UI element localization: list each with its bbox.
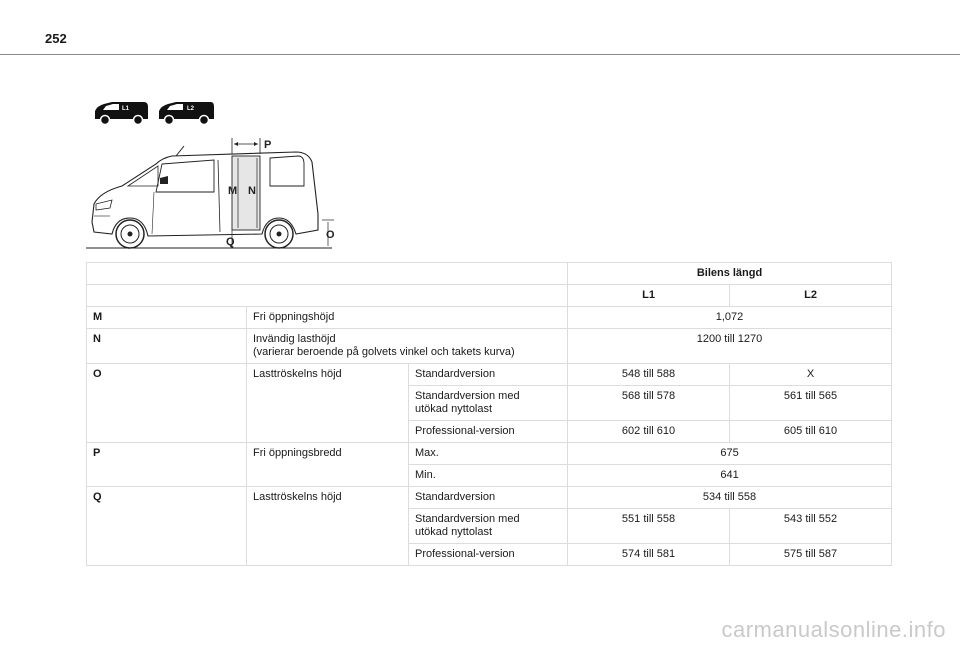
table-row — [87, 364, 892, 386]
dimensions-table — [86, 262, 892, 566]
table-row — [87, 329, 892, 364]
row-code: P — [87, 443, 247, 487]
page-number: 252 — [45, 31, 67, 46]
value-l1: 602 till 610 — [568, 421, 730, 443]
value-l2: X — [730, 364, 892, 386]
row-code: Q — [87, 487, 247, 566]
value-l1: 568 till 578 — [568, 386, 730, 421]
svg-text:L2: L2 — [187, 106, 195, 112]
row-label: Lasttröskelns höjd — [247, 487, 409, 566]
row-value: 641 — [568, 465, 892, 487]
row-code: N — [87, 329, 247, 364]
label-o: O — [326, 229, 335, 241]
row-label: Fri öppningsbredd — [247, 443, 409, 487]
table-row — [87, 487, 892, 509]
label-q: Q — [226, 236, 235, 248]
col-l1-header: L1 — [568, 285, 730, 307]
svg-text:L1: L1 — [122, 106, 130, 112]
value-l2: 575 till 587 — [730, 544, 892, 566]
row-value: 1200 till 1270 — [568, 329, 892, 364]
van-short-icon — [92, 99, 150, 127]
vehicle-dimension-diagram — [86, 134, 346, 256]
watermark: carmanualsonline.info — [721, 617, 946, 642]
variant-label: Standardversion med utökad nyttolast — [409, 386, 568, 421]
row-code: O — [87, 364, 247, 443]
row-code: M — [87, 307, 247, 329]
van-long-icon — [156, 99, 216, 127]
variant-label: Standardversion — [409, 487, 568, 509]
row-value: 675 — [568, 443, 892, 465]
row-value: 534 till 558 — [568, 487, 892, 509]
table-subheader-row — [87, 285, 892, 307]
value-l2: 561 till 565 — [730, 386, 892, 421]
variant-label: Standardversion med utökad nyttolast — [409, 509, 568, 544]
col-l2-header: L2 — [730, 285, 892, 307]
table-header-row — [87, 263, 892, 285]
variant-label: Min. — [409, 465, 568, 487]
variant-label: Max. — [409, 443, 568, 465]
variant-label: Standardversion — [409, 364, 568, 386]
vehicle-length-header: Bilens längd — [568, 263, 892, 285]
header-rule — [0, 54, 960, 55]
variant-label: Professional-version — [409, 544, 568, 566]
value-l1: 551 till 558 — [568, 509, 730, 544]
value-l2: 543 till 552 — [730, 509, 892, 544]
table-row — [87, 307, 892, 329]
row-label: Fri öppningshöjd — [247, 307, 568, 329]
label-n: N — [248, 185, 256, 197]
row-label: Lasttröskelns höjd — [247, 364, 409, 443]
value-l1: 548 till 588 — [568, 364, 730, 386]
row-label: Invändig lasthöjd (varierar beroende på golvets vinkel och takets kurva) — [247, 329, 568, 364]
value-l1: 574 till 581 — [568, 544, 730, 566]
label-p: P — [264, 139, 272, 151]
value-l2: 605 till 610 — [730, 421, 892, 443]
variant-label: Professional-version — [409, 421, 568, 443]
label-m: M — [228, 185, 238, 197]
table-row — [87, 443, 892, 465]
row-value: 1,072 — [568, 307, 892, 329]
